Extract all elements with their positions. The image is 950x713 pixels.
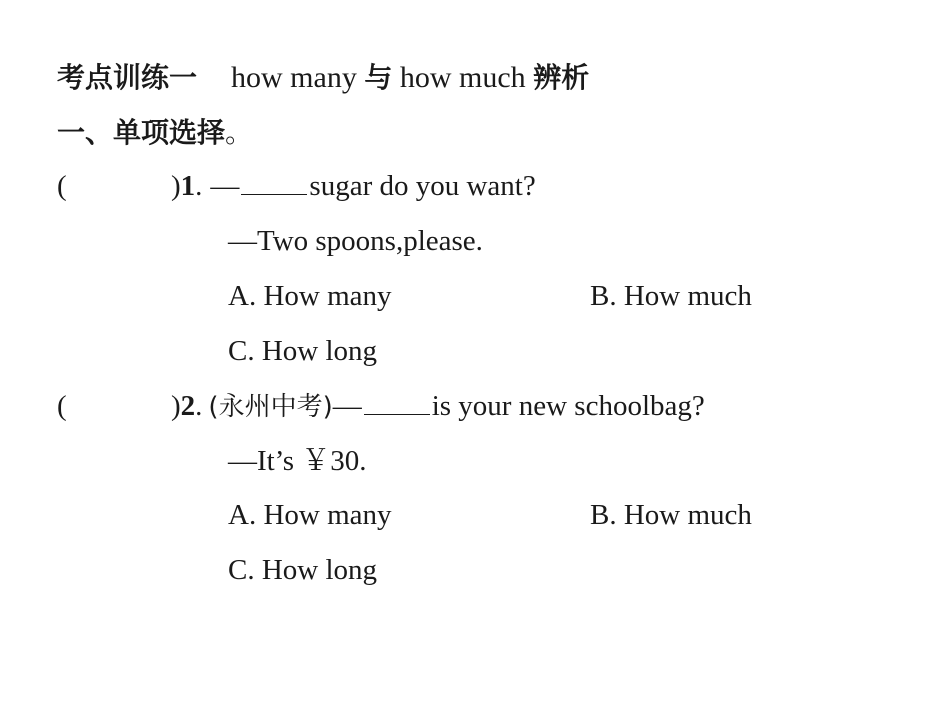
heading-cjk: 考点训练一 (57, 61, 198, 94)
heading-how-many: how many (231, 61, 357, 94)
section-title (57, 113, 253, 153)
question-1-answer-line: —Two spoons,please. (228, 225, 483, 257)
heading-how-much: how much (399, 61, 526, 94)
question-1-option-a[interactable]: A. How many (228, 280, 392, 312)
question-2-option-a[interactable]: A. How many (228, 499, 392, 531)
question-2-option-c[interactable]: C. How long (228, 554, 378, 586)
question-2-dot: . (195, 390, 203, 422)
answer-paren-close-1: ) (171, 170, 181, 202)
question-2-answer-line: —It’s ￥30. (228, 445, 367, 477)
question-1-blank[interactable] (241, 166, 307, 195)
question-2-stem-text: is your new schoolbag? (431, 390, 705, 422)
section-title-end: 。 (225, 116, 254, 149)
question-1-stem (171, 166, 536, 206)
heading-connector: 与 (364, 61, 393, 94)
question-2-source: (永州中考) (208, 392, 333, 422)
question-1-dot: . (195, 170, 203, 202)
answer-paren-open-2: ( (57, 390, 67, 422)
section-title-text: 一、单项选择 (57, 116, 226, 149)
question-1-stem-text: sugar do you want? (309, 170, 536, 202)
question-number-2: 2 (180, 390, 196, 422)
question-1-dash: — (210, 170, 240, 202)
question-2-option-b[interactable]: B. How much (590, 499, 752, 531)
question-1-option-b[interactable]: B. How much (590, 280, 752, 312)
question-2-dash: — (332, 390, 362, 422)
question-number-1: 1 (180, 170, 196, 202)
heading-suffix: 辨析 (533, 61, 590, 94)
question-2-blank[interactable] (364, 386, 430, 415)
answer-paren-close-2: ) (171, 390, 181, 422)
answer-paren-open-1: ( (57, 170, 67, 202)
exercise-heading (57, 58, 589, 98)
question-1-option-c[interactable]: C. How long (228, 335, 378, 367)
question-2-stem (171, 386, 705, 427)
